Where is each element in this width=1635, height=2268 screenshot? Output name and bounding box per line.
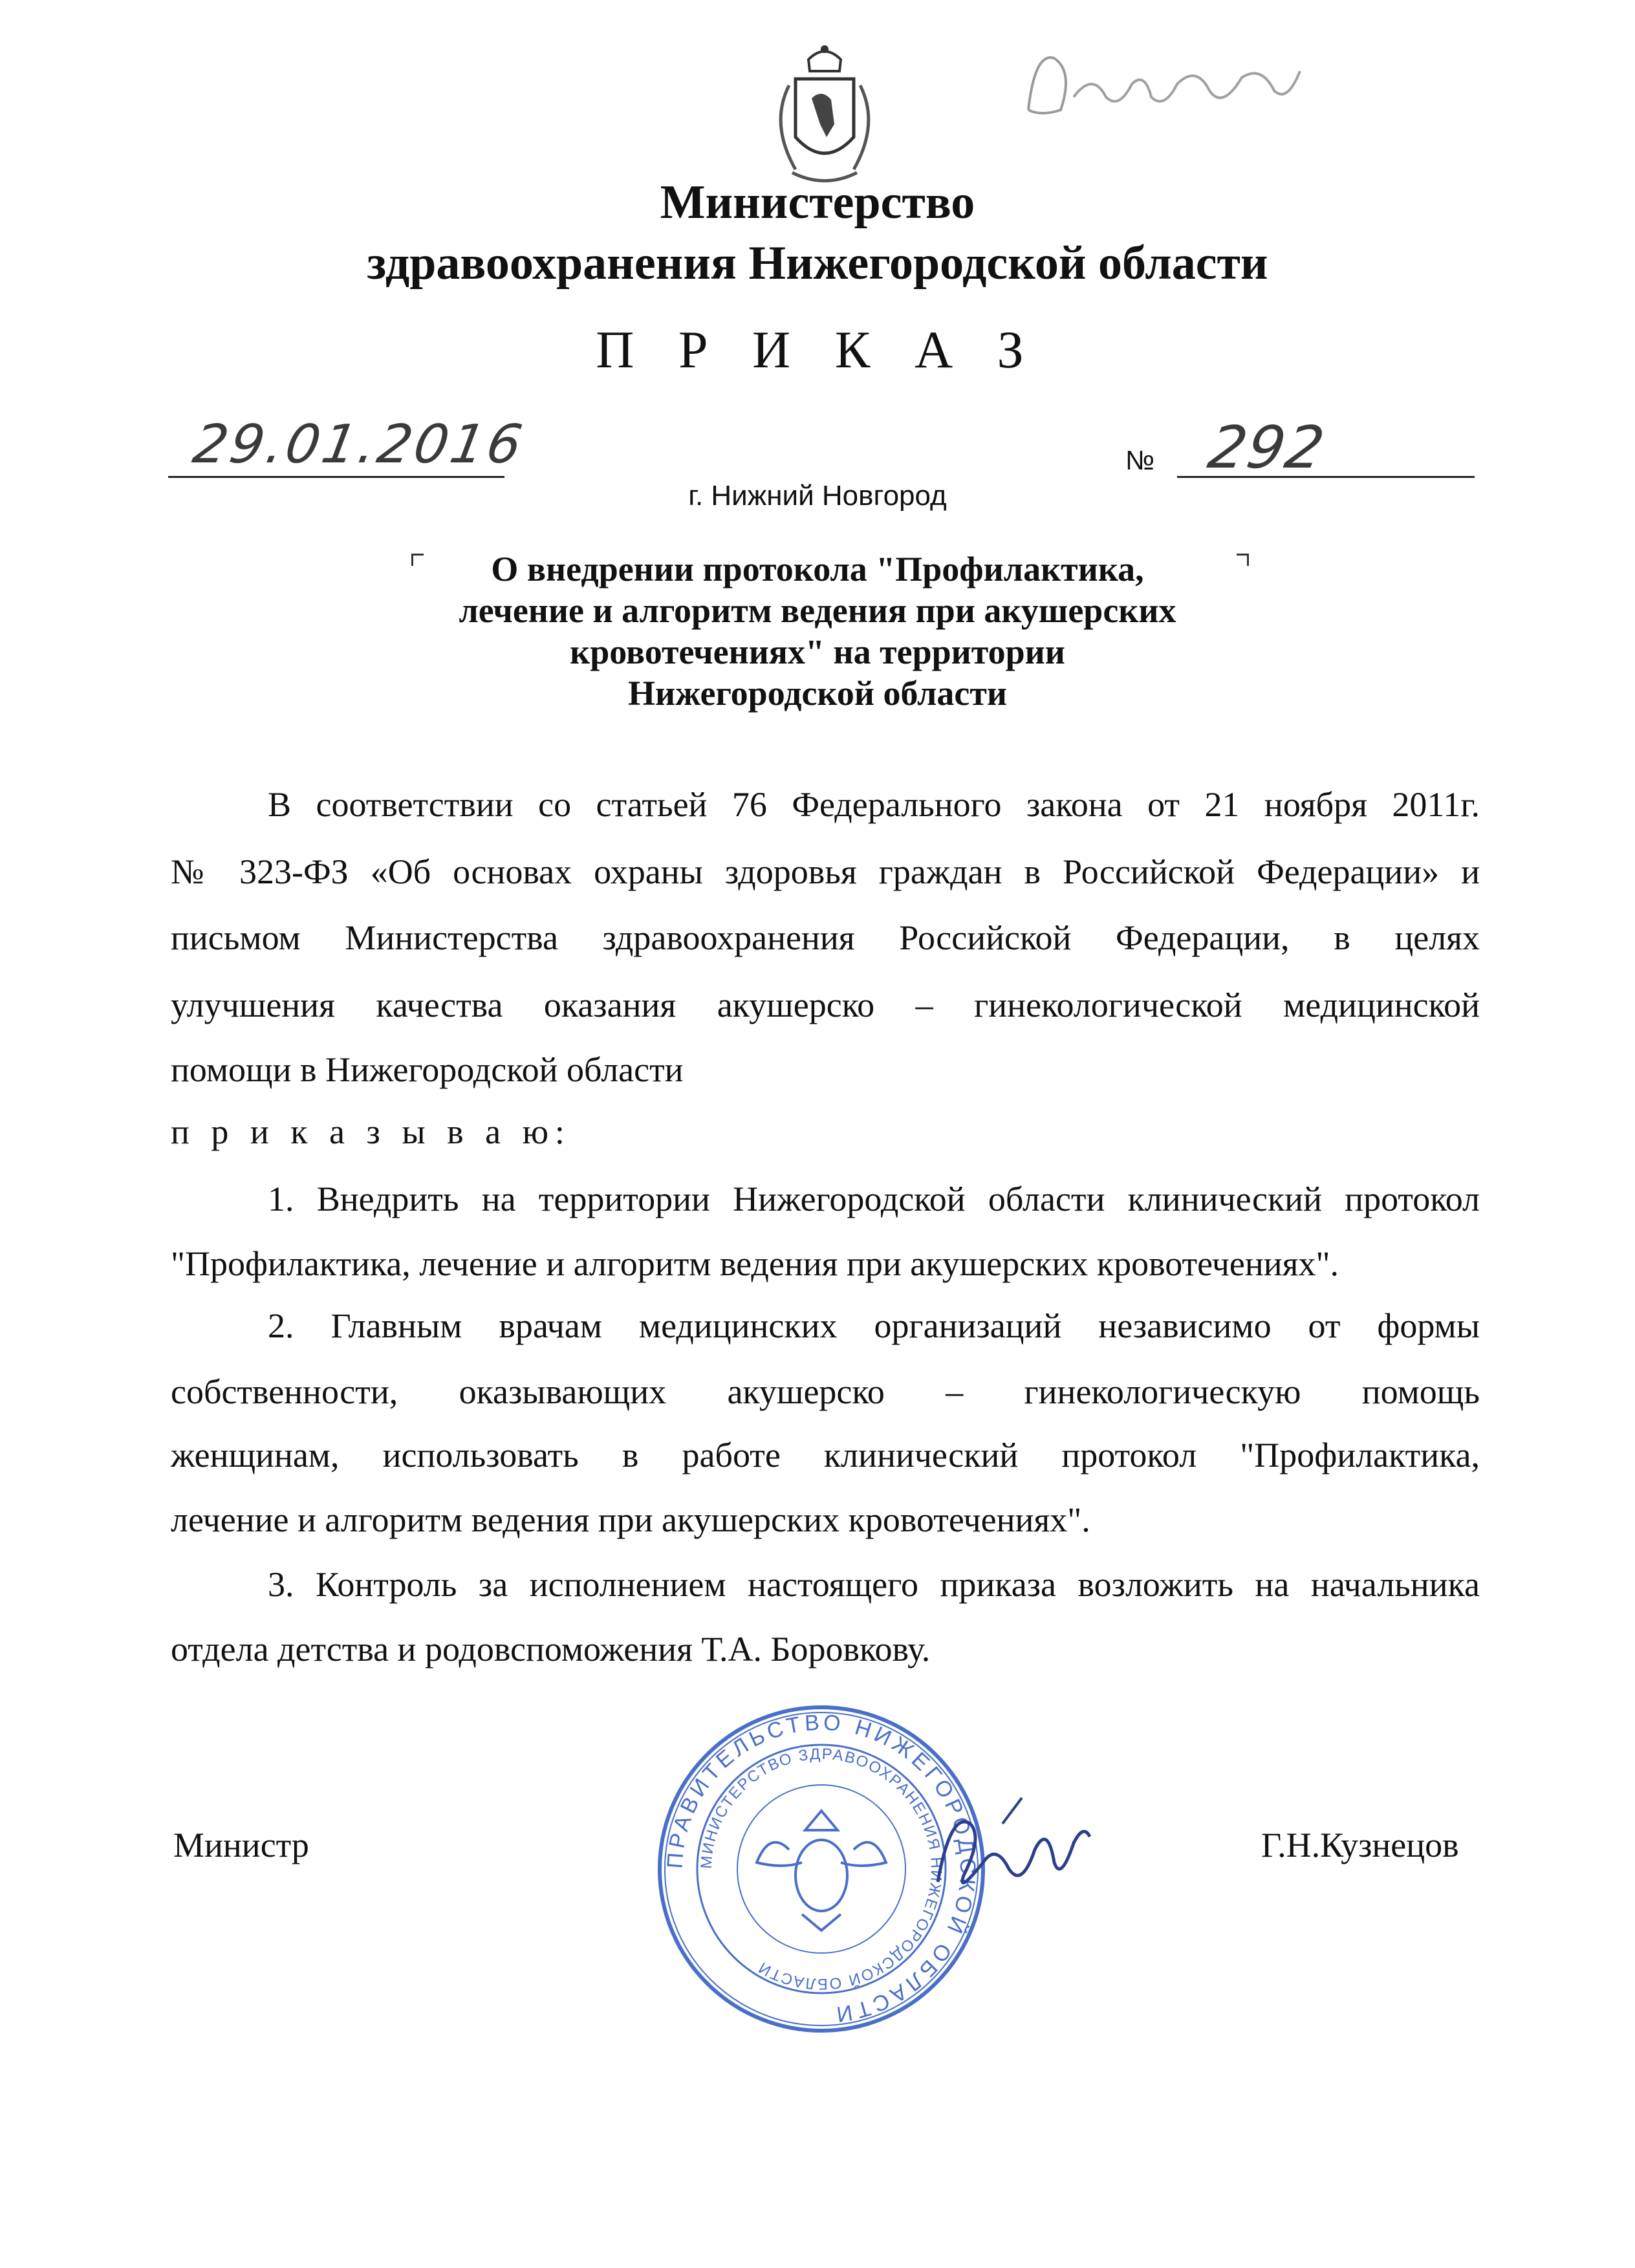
decree-word: п р и к а з ы в а ю: <box>171 1112 571 1151</box>
signatory-name: Г.Н.Кузнецов <box>1261 1826 1459 1864</box>
order-item-2-line: лечение и алгоритм ведения при акушерских кровотечениях". <box>171 1500 1090 1539</box>
order-item-3-line: отдела детства и родовспоможения Т.А. Боровкову. <box>171 1630 931 1669</box>
order-item-2-line: женщинам, использовать в работе клинический протокол "Профилактика, <box>171 1436 1480 1474</box>
coat-of-arms-emblem <box>763 40 886 195</box>
city-name: г. Нижний Новгород <box>688 480 947 512</box>
handwritten-signature <box>925 1785 1093 1908</box>
order-item-2-line: собственности, оказывающих акушерско – гинекологическую помощь <box>171 1372 1480 1411</box>
svg-text:ПРАВИТЕЛЬСТВО НИЖЕГОРОДСКОЙ ОБ: ПРАВИТЕЛЬСТВО НИЖЕГОРОДСКОЙ ОБЛАСТИ <box>662 1710 980 2027</box>
order-item-1-line: 1. Внедрить на территории Нижегородской области клинический протокол <box>268 1180 1480 1218</box>
order-item-3-line: 3. Контроль за исполнением настоящего приказа возложить на начальника <box>268 1565 1480 1604</box>
subject-line: лечение и алгоритм ведения при акушерских <box>459 591 1176 630</box>
document-type-title: П Р И К А З <box>596 320 1039 379</box>
number-underline <box>1177 476 1475 478</box>
svg-text:МИНИСТЕРСТВО ЗДРАВООХРАНЕНИЯ Н: МИНИСТЕРСТВО ЗДРАВООХРАНЕНИЯ НИЖЕГОРОДСКОЙ ОБЛАСТИ <box>697 1745 946 1993</box>
subject-line: О внедрении протокола "Профилактика, <box>491 550 1144 589</box>
preamble-line: В соответствии со статьей 76 Федерального закона от 21 ноября 2011г. <box>268 785 1480 824</box>
preamble-line: письмом Министерства здравоохранения Российской Федерации, в целях <box>171 918 1480 957</box>
subject-line: Нижегородской области <box>627 674 1008 713</box>
order-item-1-line: "Профилактика, лечение и алгоритм ведения при акушерских кровотечениях". <box>171 1244 1339 1283</box>
ministry-name-line-1: Министерство <box>660 176 975 229</box>
preamble-line: помощи в Нижегородской области <box>171 1050 684 1089</box>
subject-line: кровотечениях" на территории <box>570 632 1065 671</box>
number-sign: № <box>1125 445 1155 475</box>
order-number: 292 <box>1203 414 1331 482</box>
date-underline <box>168 476 504 478</box>
order-date: 29.01.2016 <box>188 414 529 475</box>
handwritten-corner-note <box>1015 32 1313 129</box>
preamble-line: № 323-ФЗ «Об основах охраны здоровья граждан в Российской Федерации» и <box>171 852 1480 891</box>
signatory-title: Министр <box>173 1826 309 1864</box>
ministry-name-line-2: здравоохранения Нижегородской области <box>367 237 1268 290</box>
preamble-line: улучшения качества оказания акушерско – гинекологической медицинской <box>171 986 1480 1024</box>
order-item-2-line: 2. Главным врачам медицинских организаций независимо от формы <box>268 1306 1480 1345</box>
